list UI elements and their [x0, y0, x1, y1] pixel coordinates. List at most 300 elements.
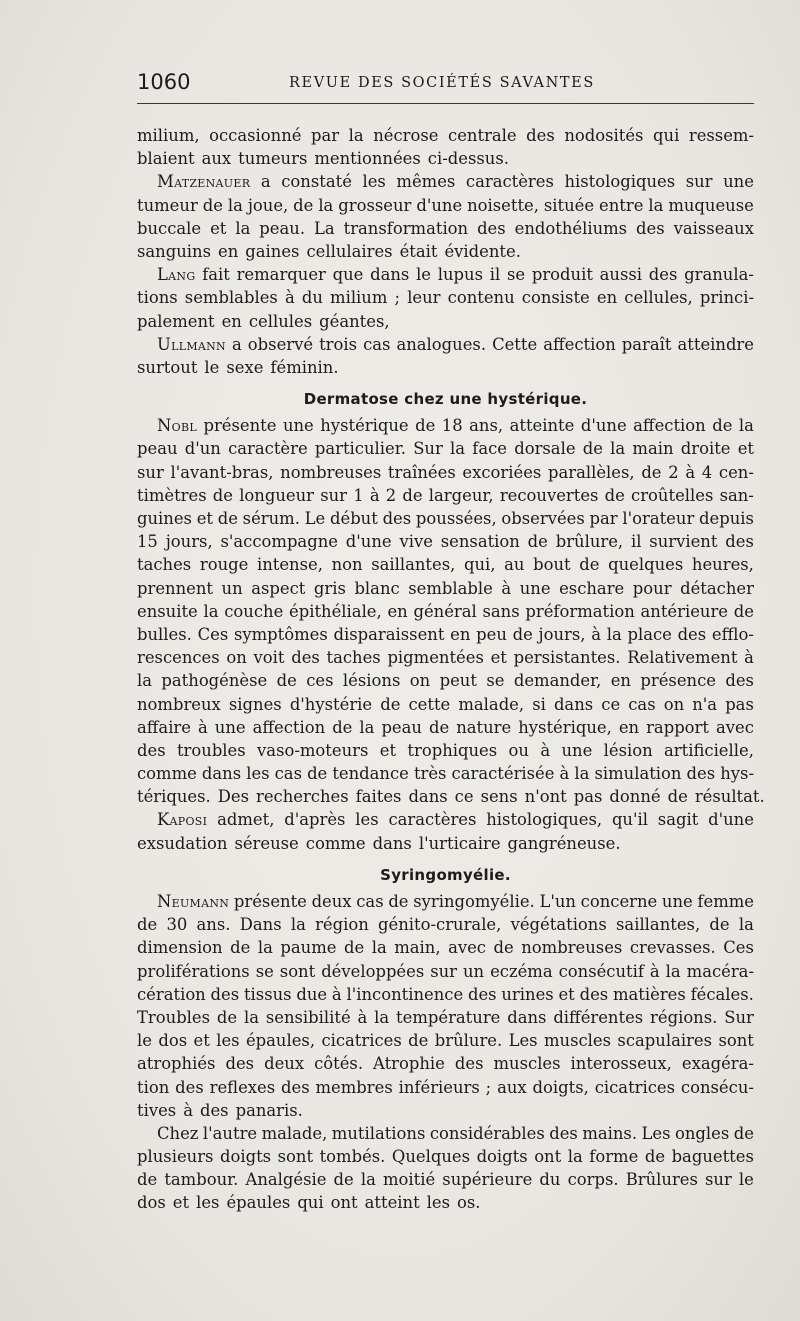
word: ans, — [469, 416, 504, 436]
word: de — [402, 485, 423, 505]
word: rescences — [137, 648, 220, 668]
word: de — [216, 1007, 238, 1027]
word: quelques — [608, 555, 684, 575]
word: symptômes — [233, 624, 328, 644]
word: on — [226, 648, 247, 668]
word: femme — [697, 892, 754, 911]
word: transformation — [343, 218, 469, 238]
word: de — [202, 195, 223, 215]
section-heading: Syringomyélie. — [380, 865, 511, 884]
paragraph — [137, 414, 765, 808]
word: supérieure — [442, 1170, 533, 1190]
word: place — [627, 624, 672, 644]
word: peau — [381, 717, 422, 737]
word: caractères — [465, 172, 554, 192]
word: fécales. — [690, 984, 754, 1004]
word: cicatrices — [594, 1077, 676, 1097]
word: urines — [501, 984, 554, 1004]
word: caractérisée — [451, 764, 555, 784]
word: du — [301, 288, 323, 308]
word: se — [506, 265, 526, 285]
word: féminin. — [270, 357, 339, 377]
word: pigmentées — [387, 648, 484, 668]
word: lésions — [342, 671, 401, 691]
text-line — [137, 785, 765, 808]
word: forme — [589, 1147, 639, 1167]
text-line — [137, 1145, 754, 1168]
word: l'avant-bras, — [170, 462, 274, 482]
word: saillantes, — [616, 915, 701, 935]
word: différentes — [553, 1007, 644, 1027]
word: milium — [330, 288, 388, 308]
word: génito-crurale, — [378, 915, 502, 935]
word: nécrose — [373, 126, 439, 145]
word: joue, — [247, 195, 289, 215]
word: entre — [599, 195, 644, 215]
text-line — [137, 913, 754, 936]
word: moitié — [382, 1170, 436, 1190]
text-line — [137, 577, 754, 600]
word: mutilations — [331, 1123, 426, 1143]
body-text — [137, 124, 765, 1215]
word: 2 — [385, 485, 397, 505]
text-line — [137, 1191, 754, 1214]
text-line — [137, 693, 754, 716]
word: endothéliums — [514, 218, 628, 238]
word: des — [225, 1054, 255, 1074]
word: palement — [137, 311, 215, 331]
word: que — [332, 265, 364, 285]
word: général — [413, 601, 477, 621]
word: malade, — [458, 694, 525, 714]
word: la — [738, 915, 754, 935]
text-line — [137, 808, 754, 831]
word: de — [644, 1147, 666, 1167]
word: l'urticaire — [418, 833, 501, 853]
word: a — [260, 172, 271, 192]
text-line — [137, 1122, 754, 1145]
word: à — [183, 1100, 193, 1120]
word: a — [232, 334, 242, 354]
word: de — [137, 1170, 158, 1190]
word: région — [315, 915, 369, 935]
word: droite — [680, 439, 731, 459]
word: intense, — [256, 555, 323, 575]
word: vive — [399, 532, 433, 552]
word: d'une — [708, 810, 754, 830]
word: consécu- — [680, 1077, 754, 1097]
word: affection — [543, 334, 616, 354]
word: une — [723, 172, 754, 192]
word: le — [738, 1170, 754, 1190]
word: interosseux, — [570, 1054, 672, 1074]
word: végétations — [510, 915, 607, 935]
word: princi- — [699, 288, 754, 308]
word: des — [467, 984, 497, 1004]
word: cas — [356, 892, 384, 911]
word: brûlure, — [555, 532, 624, 552]
word: longueur — [239, 485, 314, 505]
word: de — [230, 938, 251, 958]
word: sur — [685, 172, 713, 192]
word: saillantes, — [371, 555, 456, 575]
page-header — [137, 70, 754, 100]
word: atteint — [364, 1193, 420, 1213]
word: la — [235, 218, 251, 238]
word: d'un — [184, 439, 221, 459]
word: des — [648, 265, 678, 285]
word: on — [409, 671, 431, 691]
word: ce — [454, 787, 474, 807]
word: antérieure — [640, 601, 728, 621]
word: caractères — [388, 810, 477, 830]
word: résultat. — [694, 787, 765, 807]
word: de — [415, 416, 436, 436]
word: à — [559, 764, 570, 784]
header-rule — [137, 103, 754, 104]
word: non — [331, 555, 363, 575]
word: l'orateur — [622, 509, 695, 528]
word: de — [343, 938, 365, 958]
word: observées — [501, 509, 585, 528]
word: épaules — [226, 1193, 291, 1213]
word: en — [618, 717, 640, 737]
speaker-name: Neumann — [157, 892, 230, 911]
word: face — [472, 439, 507, 459]
word: les — [246, 764, 270, 784]
text-line — [137, 1076, 754, 1099]
word: un — [463, 961, 485, 981]
word: tumeur — [137, 195, 198, 215]
speaker-name: Nobl — [157, 416, 197, 436]
text-line — [137, 124, 754, 147]
text-line — [137, 437, 754, 460]
word: jours, — [538, 624, 586, 644]
word: consécutif — [558, 961, 644, 981]
word: occasionné — [209, 126, 302, 145]
word: de — [579, 555, 600, 575]
word: aussi — [599, 265, 643, 285]
word: d'une — [416, 195, 463, 215]
word: 15 — [137, 532, 158, 552]
word: sanguins — [137, 241, 211, 261]
word: développées — [321, 961, 425, 981]
word: ont — [534, 1147, 562, 1167]
word: les — [196, 1193, 220, 1213]
word: des — [454, 1054, 484, 1074]
word: en — [450, 624, 471, 644]
word: deux — [311, 892, 352, 911]
text-line — [137, 1168, 754, 1191]
word: faites — [355, 787, 402, 807]
word: 18 — [441, 416, 463, 436]
word: sensation — [440, 532, 520, 552]
word: présence — [640, 671, 716, 691]
word: avec — [716, 717, 754, 737]
word: la — [348, 126, 364, 145]
word: la — [360, 1170, 376, 1190]
word: en — [221, 311, 242, 331]
word: pas — [573, 787, 603, 807]
text-line — [137, 553, 754, 576]
word: qui, — [463, 555, 496, 575]
word: la — [257, 938, 273, 958]
text-line — [137, 333, 754, 356]
word: syringomyélie. — [413, 892, 535, 911]
word: en — [387, 601, 408, 621]
word: ressem- — [688, 126, 754, 145]
word: cas — [628, 694, 656, 714]
word: la — [137, 671, 153, 691]
word: depuis — [699, 509, 754, 528]
word: cas — [274, 764, 302, 784]
word: sont — [718, 1031, 754, 1051]
word: voit — [253, 648, 285, 668]
word: à — [540, 740, 551, 760]
word: recouvertes — [499, 485, 599, 505]
word: tendance — [332, 764, 409, 784]
word: analogues. — [396, 334, 487, 354]
text-line — [137, 832, 754, 855]
word: L'un — [539, 892, 576, 911]
word: bout — [533, 555, 571, 575]
text-line — [137, 1029, 754, 1052]
speaker-name: Kaposi — [157, 810, 208, 830]
word: dimension — [137, 938, 223, 958]
word: doigts — [476, 1147, 528, 1167]
word: dos — [158, 1031, 188, 1051]
word: très — [413, 764, 447, 784]
text-line — [137, 170, 754, 193]
word: Sur — [724, 1007, 754, 1027]
word: contenu — [447, 288, 515, 308]
word: la — [610, 439, 626, 459]
word: un — [221, 578, 243, 598]
word: ; — [394, 288, 401, 308]
word: brûlure. — [434, 1031, 503, 1051]
word: à — [685, 462, 696, 482]
word: cas — [363, 334, 391, 354]
word: des — [175, 1077, 204, 1097]
text-line — [137, 1006, 754, 1029]
word: à — [744, 648, 754, 668]
word: efflo- — [711, 624, 754, 644]
word: et — [379, 740, 397, 760]
speaker-name: Matzenauer — [157, 172, 251, 192]
word: de — [333, 1170, 354, 1190]
word: sur — [705, 1170, 732, 1190]
word: sérum. — [242, 509, 300, 528]
word: hys- — [720, 764, 754, 784]
word: la — [567, 1147, 583, 1167]
word: cellulaires — [306, 241, 393, 261]
word: gaines — [245, 241, 300, 261]
word: de — [217, 509, 238, 528]
word: de — [428, 717, 450, 737]
word: de — [137, 915, 158, 935]
word: à — [357, 1007, 368, 1027]
word: tion — [137, 1077, 170, 1097]
word: en — [218, 241, 239, 261]
word: qu'il — [611, 810, 648, 830]
word: histologiques — [564, 172, 676, 192]
word: 2 — [668, 462, 679, 482]
word: blaient — [137, 149, 195, 169]
word: centrale — [448, 126, 517, 145]
word: produit — [531, 265, 593, 285]
word: la — [738, 416, 754, 436]
word: caractère — [228, 439, 308, 459]
word: des — [137, 740, 166, 760]
word: la — [359, 717, 375, 737]
word: de — [641, 462, 662, 482]
text-line — [137, 739, 754, 762]
text-line — [137, 960, 754, 983]
word: recherches — [256, 787, 349, 807]
word: une — [519, 578, 551, 598]
word: Analgésie — [245, 1170, 327, 1190]
word: noisette, — [467, 195, 539, 215]
word: on — [663, 694, 685, 714]
word: hystérique, — [518, 717, 612, 737]
word: ont — [330, 1193, 358, 1213]
word: troubles — [176, 740, 246, 760]
word: tions — [137, 288, 178, 308]
word: à — [284, 288, 295, 308]
word: main — [632, 439, 674, 459]
word: des — [579, 984, 609, 1004]
word: Les — [508, 1031, 538, 1051]
word: la — [227, 195, 243, 215]
word: d'hystérie — [289, 694, 373, 714]
text-line — [137, 484, 754, 507]
word: affection — [252, 717, 326, 737]
word: la — [203, 601, 219, 621]
word: cellules — [248, 311, 313, 331]
word: Chez — [157, 1123, 199, 1143]
word: des — [636, 218, 665, 238]
word: deux — [264, 1054, 305, 1074]
word: sagit — [657, 810, 699, 830]
word: jours, — [165, 532, 213, 552]
word: paraît — [621, 334, 672, 354]
word: la — [290, 915, 306, 935]
word: ; — [485, 1077, 492, 1097]
word: épaules, — [245, 1031, 316, 1051]
word: sensibilité — [265, 1007, 351, 1027]
word: comme — [305, 833, 366, 853]
word: le — [137, 1031, 152, 1051]
word: tambour. — [164, 1170, 239, 1190]
text-line — [137, 936, 754, 959]
paragraph — [137, 263, 754, 333]
word: et — [558, 984, 575, 1004]
word: séreuse — [234, 833, 299, 853]
word: reflexes — [209, 1077, 276, 1097]
word: épithéliale, — [289, 601, 382, 621]
word: tives — [137, 1100, 177, 1120]
word: bulles. — [137, 624, 192, 644]
word: aspect — [251, 578, 306, 598]
word: d'une — [580, 416, 627, 436]
word: exagéra- — [681, 1054, 754, 1074]
word: particulier. — [314, 439, 406, 459]
word: Atrophie — [373, 1054, 445, 1074]
word: malade, — [261, 1123, 328, 1143]
word: une — [561, 740, 593, 760]
word: vaisseaux — [673, 218, 754, 238]
word: paume — [280, 938, 337, 958]
word: la — [574, 764, 590, 784]
word: des — [725, 532, 754, 552]
paragraph — [137, 808, 754, 854]
speaker-name: Ullmann — [157, 334, 226, 354]
word: des — [281, 1077, 310, 1097]
word: peut — [439, 671, 477, 691]
word: et — [210, 218, 227, 238]
word: cération — [137, 984, 206, 1004]
text-line — [137, 240, 754, 263]
word: de — [380, 694, 401, 714]
word: une — [661, 892, 693, 911]
word: rapport — [646, 717, 709, 737]
text-line — [137, 217, 754, 240]
word: excoriées — [462, 462, 542, 482]
word: de — [667, 787, 688, 807]
word: comme — [137, 764, 197, 784]
word: san- — [719, 485, 754, 505]
running-title: REVUE DES SOCIÉTÉS SAVANTES — [289, 75, 595, 91]
word: buccale — [137, 218, 202, 238]
word: mêmes — [396, 172, 456, 192]
word: qui — [297, 1193, 324, 1213]
word: baguettes — [671, 1147, 754, 1167]
word: le — [204, 357, 220, 377]
word: atteinte — [509, 416, 575, 436]
word: artificielle, — [664, 740, 754, 760]
word: dans — [408, 787, 448, 807]
word: au — [504, 555, 525, 575]
word: taches — [137, 555, 192, 575]
word: due — [296, 984, 328, 1004]
word: une — [282, 416, 314, 436]
word: trophiques — [407, 740, 498, 760]
word: 4 — [701, 462, 713, 482]
word: il — [630, 532, 642, 552]
word: dans — [201, 764, 242, 784]
word: à — [649, 961, 660, 981]
word: donné — [609, 787, 661, 807]
word: à — [197, 717, 208, 737]
word: main, — [394, 938, 441, 958]
word: Le — [304, 509, 326, 528]
word: taches — [326, 648, 381, 668]
word: 30 — [166, 915, 188, 935]
word: ongles — [674, 1123, 730, 1143]
word: plusieurs — [137, 1147, 214, 1167]
word: présente — [203, 416, 277, 436]
word: de — [582, 439, 603, 459]
word: de — [493, 938, 514, 958]
word: mains. — [582, 1123, 638, 1143]
word: avec — [448, 938, 486, 958]
word: exsudation — [137, 833, 228, 853]
word: blanc — [354, 578, 400, 598]
word: par — [311, 126, 340, 145]
word: signes — [228, 694, 282, 714]
word: dans — [370, 265, 410, 285]
text-line — [137, 530, 754, 553]
